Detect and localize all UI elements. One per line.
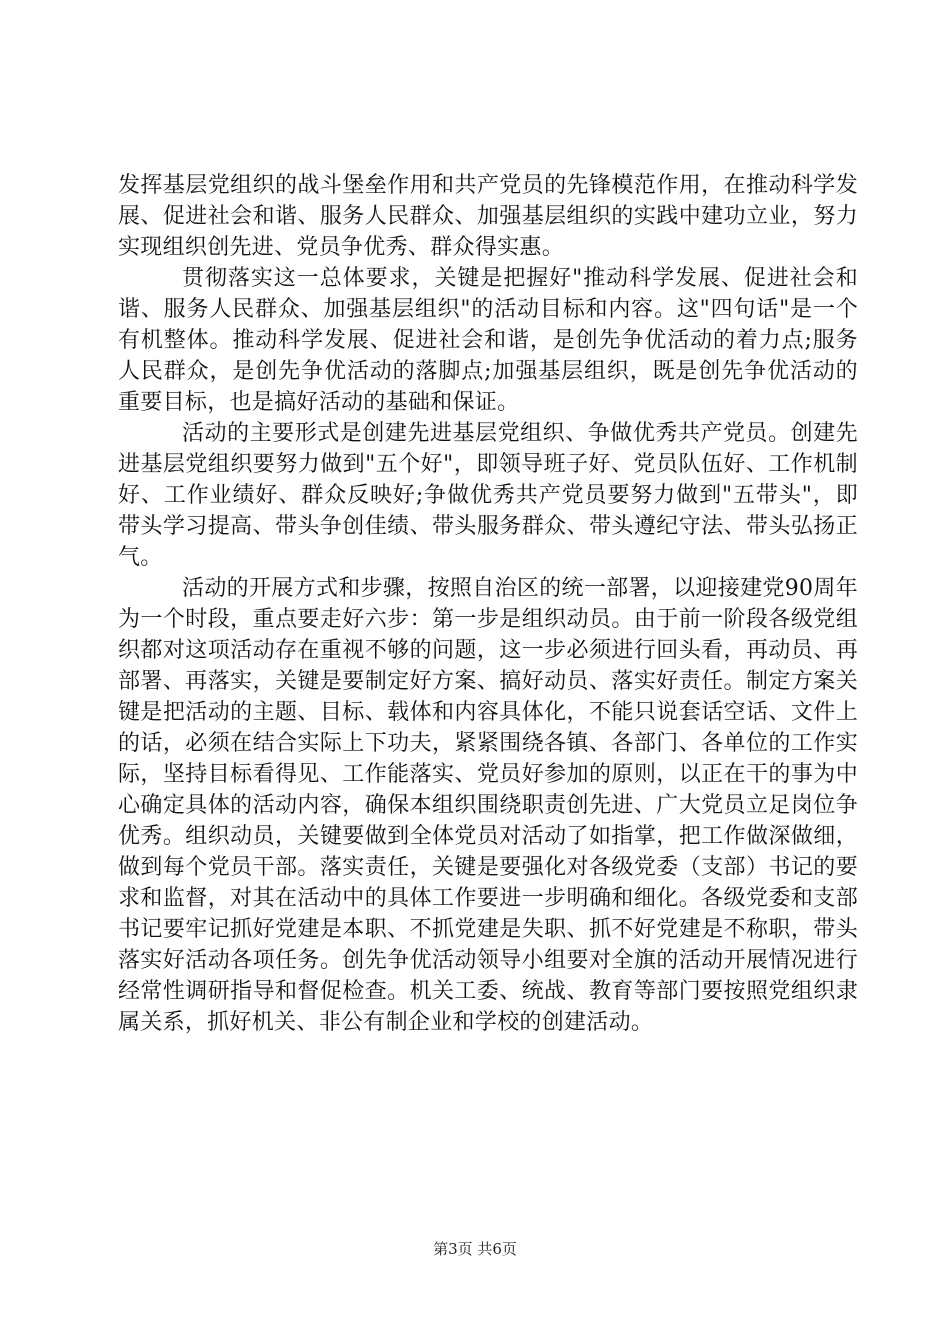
page-footer: 第3页 共6页	[433, 1240, 517, 1258]
paragraph-4: 活动的开展方式和步骤，按照自治区的统一部署，以迎接建党90周年为一个时段，重点要走好六步：第一步是组织动员。由于前一阶段各级党组织都对这项活动存在重视不够的问题，这一步必须进行回头看，再动员、再部署、再落实，关键是要制定好方案、搞好动员、落实好责任。制定方案关键是把活动的主题、目标、载体和内容具体化，不能只说套话空话、文件上的话，必须在结合实际上下功夫，紧紧围绕各镇、各部门、各单位的工作实际，坚持目标看得见、工作能落实、党员好参加的原则，以正在干的事为中心确定具体的活动内容，确保本组织围绕职责创先进、广大党员立足岗位争优秀。组织动员，关键要做到全体党员对活动了如指掌，把工作做深做细，做到每个党员干部。落实责任，关键是要强化对各级党委（支部）书记的要求和监督，对其在活动中的具体工作要进一步明确和细化。各级党委和支部书记要牢记抓好党建是本职、不抓党建是失职、抓不好党建是不称职，带头落实好活动各项任务。创先争优活动领导小组要对全旗的活动开展情况进行经常性调研指导和督促检查。机关工委、统战、教育等部门要按照党组织隶属关系，抓好机关、非公有制企业和学校的创建活动。	[118, 576, 858, 1035]
paragraph-2: 贯彻落实这一总体要求，关键是把握好"推动科学发展、促进社会和谐、服务人民群众、加强基层组织"的活动目标和内容。这"四句话"是一个有机整体。推动科学发展、促进社会和谐，是创先争优活动的着力点;服务人民群众，是创先争优活动的落脚点;加强基层组织，既是创先争优活动的重要目标，也是搞好活动的基础和保证。	[118, 266, 858, 415]
document-body	[118, 170, 858, 1038]
paragraph-3: 活动的主要形式是创建先进基层党组织、争做优秀共产党员。创建先进基层党组织要努力做到"五个好"，即领导班子好、党员队伍好、工作机制好、工作业绩好、群众反映好;争做优秀共产党员要努力做到"五带头"，即带头学习提高、带头争创佳绩、带头服务群众、带头遵纪守法、带头弘扬正气。	[118, 421, 858, 570]
paragraph-1: 发挥基层党组织的战斗堡垒作用和共产党员的先锋模范作用，在推动科学发展、促进社会和谐、服务人民群众、加强基层组织的实践中建功立业，努力实现组织创先进、党员争优秀、群众得实惠。	[118, 173, 858, 260]
